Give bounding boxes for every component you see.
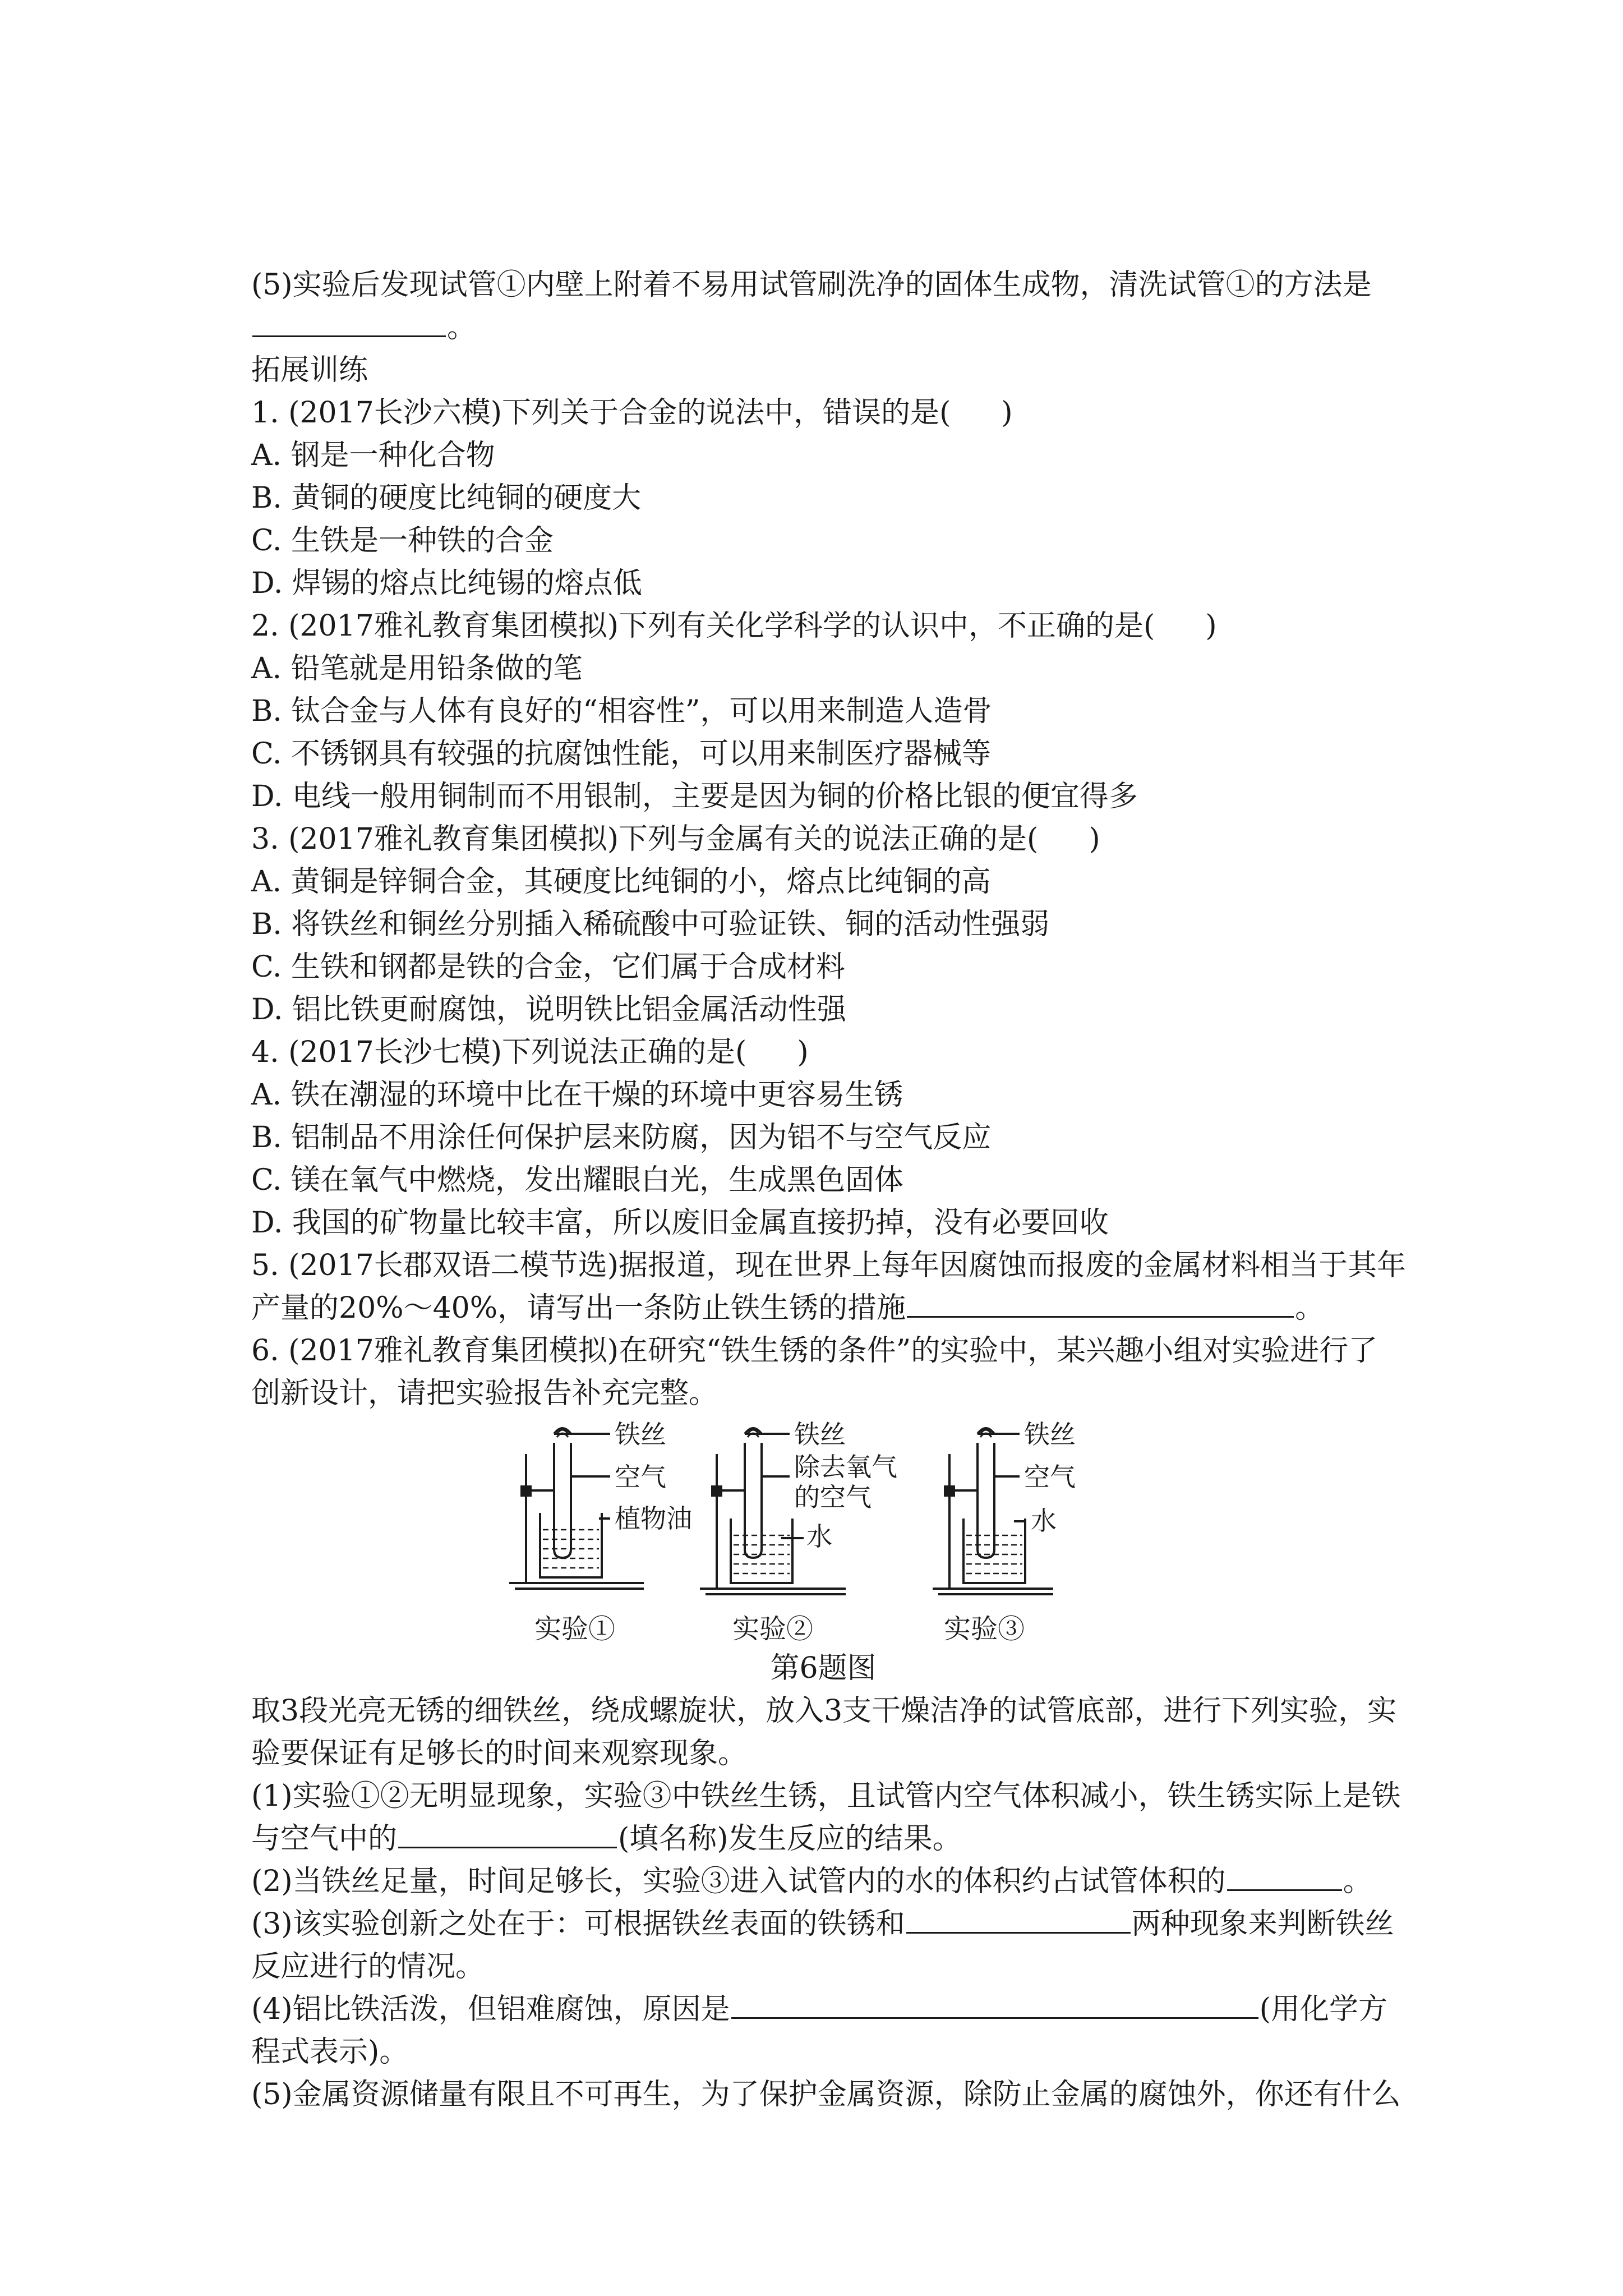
exp2-label-deoxygenated: 除去氧气 bbox=[794, 1452, 897, 1482]
q2-option-d: D. 电线一般用铜制而不用银制，主要是因为铜的价格比银的便宜得多 bbox=[251, 780, 1138, 813]
q4-option-a: A. 铁在潮湿的环境中比在干燥的环境中更容易生锈 bbox=[251, 1078, 903, 1112]
q1-option-a: A. 钢是一种化合物 bbox=[251, 439, 495, 472]
q1-stem: 1. (2017长沙六模)下列关于合金的说法中，错误的是( ) bbox=[251, 396, 1013, 430]
q3-stem: 3. (2017雅礼教育集团模拟)下列与金属有关的说法正确的是( ) bbox=[251, 822, 1100, 856]
section-title: 拓展训练 bbox=[251, 353, 368, 387]
q3-option-d: D. 铝比铁更耐腐蚀，说明铁比铝金属活动性强 bbox=[251, 993, 846, 1027]
answer-blank[interactable] bbox=[731, 1988, 1258, 2019]
q6-intro2: 验要保证有足够长的时间来观察现象。 bbox=[251, 1737, 748, 1770]
q5-line1: 5. (2017长郡双语二模节选)据报道，现在世界上每年因腐蚀而报废的金属材料相当于其年 bbox=[251, 1249, 1407, 1282]
exp1-label-oil: 植物油 bbox=[615, 1503, 692, 1534]
exp2-label-air: 的空气 bbox=[794, 1482, 872, 1512]
q6-s2: (2)当铁丝足量，时间足够长，实验③进入试管内的水的体积约占试管体积的 。 bbox=[251, 1860, 1395, 1903]
q3-option-b: B. 将铁丝和铜丝分别插入稀硫酸中可验证铁、铜的活动性强弱 bbox=[251, 908, 1050, 941]
q6-s3-line1: (3)该实验创新之处在于：可根据铁丝表面的铁锈和 两种现象来判断铁丝 bbox=[251, 1903, 1395, 1945]
figure-caption: 第6题图 bbox=[770, 1651, 877, 1685]
q6-s5: (5)金属资源储量有限且不可再生，为了保护金属资源，除防止金属的腐蚀外，你还有什么 bbox=[251, 2078, 1401, 2111]
q6-intro1: 取3段光亮无锈的细铁丝，绕成螺旋状，放入3支干燥洁净的试管底部，进行下列实验，实 bbox=[251, 1694, 1397, 1728]
exp1-label-iron-wire: 铁丝 bbox=[615, 1419, 666, 1450]
q3-option-c: C. 生铁和钢都是铁的合金，它们属于合成材料 bbox=[251, 950, 845, 984]
exp3-name: 实验③ bbox=[944, 1613, 1025, 1645]
q4-option-b: B. 铝制品不用涂任何保护层来防腐，因为铝不与空气反应 bbox=[251, 1121, 992, 1154]
q2-stem: 2. (2017雅礼教育集团模拟)下列有关化学科学的认识中，不正确的是( ) bbox=[251, 609, 1217, 643]
q6-figure bbox=[251, 1419, 1395, 1645]
exp2-label-iron-wire: 铁丝 bbox=[794, 1419, 846, 1450]
q4-option-c: C. 镁在氧气中燃烧，发出耀眼白光，生成黑色固体 bbox=[251, 1163, 903, 1197]
answer-blank[interactable] bbox=[252, 306, 446, 337]
exp1-label-air: 空气 bbox=[615, 1462, 666, 1492]
q6-s1-line2: 与空气中的 (填名称)发生反应的结果。 bbox=[251, 1818, 1395, 1860]
answer-blank[interactable] bbox=[907, 1287, 1294, 1318]
q6-line1: 6. (2017雅礼教育集团模拟)在研究“铁生锈的条件”的实验中，某兴趣小组对实验进行了 bbox=[251, 1334, 1378, 1368]
q6-s3-line2: 反应进行的情况。 bbox=[251, 1950, 485, 1984]
prev-q5-answer-line: 。 bbox=[251, 306, 1395, 349]
document-page bbox=[251, 264, 1407, 2116]
q5-line2: 产量的20%～40%，请写出一条防止铁生锈的措施 。 bbox=[251, 1287, 1395, 1329]
q6-s1-line1: (1)实验①②无明显现象，实验③中铁丝生锈，且试管内空气体积减小，铁生锈实际上是铁 bbox=[251, 1779, 1401, 1813]
q2-option-a: A. 铅笔就是用铅条做的笔 bbox=[251, 652, 583, 685]
q3-option-a: A. 黄铜是锌铜合金，其硬度比纯铜的小，熔点比纯铜的高 bbox=[251, 865, 991, 899]
exp3-label-air: 空气 bbox=[1024, 1462, 1076, 1492]
answer-blank[interactable] bbox=[398, 1818, 617, 1848]
q6-line2: 创新设计，请把实验报告补充完整。 bbox=[251, 1377, 718, 1410]
exp2-name: 实验② bbox=[732, 1613, 814, 1645]
q1-option-b: B. 黄铜的硬度比纯铜的硬度大 bbox=[251, 481, 642, 515]
answer-blank[interactable] bbox=[906, 1903, 1131, 1934]
q1-option-d: D. 焊锡的熔点比纯锡的熔点低 bbox=[251, 567, 642, 600]
answer-blank[interactable] bbox=[1227, 1860, 1342, 1891]
q1-option-c: C. 生铁是一种铁的合金 bbox=[251, 524, 554, 558]
exp3-label-water: 水 bbox=[1031, 1506, 1057, 1536]
exp1-name: 实验① bbox=[534, 1613, 616, 1645]
exp2-label-water: 水 bbox=[806, 1521, 832, 1552]
q4-stem: 4. (2017长沙七模)下列说法正确的是( ) bbox=[251, 1036, 809, 1069]
q2-option-b: B. 钛合金与人体有良好的“相容性”，可以用来制造人造骨 bbox=[251, 694, 992, 728]
q6-s4-line1: (4)铝比铁活泼，但铝难腐蚀，原因是 (用化学方 bbox=[251, 1988, 1395, 2031]
q2-option-c: C. 不锈钢具有较强的抗腐蚀性能，可以用来制医疗器械等 bbox=[251, 737, 991, 771]
q4-option-d: D. 我国的矿物量比较丰富，所以废旧金属直接扔掉，没有必要回收 bbox=[251, 1206, 1109, 1240]
q6-s4-line2: 程式表示)。 bbox=[251, 2035, 409, 2069]
exp3-label-iron-wire: 铁丝 bbox=[1024, 1419, 1076, 1450]
prev-q5-line: (5)实验后发现试管①内壁上附着不易用试管刷洗净的固体生成物，清洗试管①的方法是 bbox=[251, 268, 1372, 302]
